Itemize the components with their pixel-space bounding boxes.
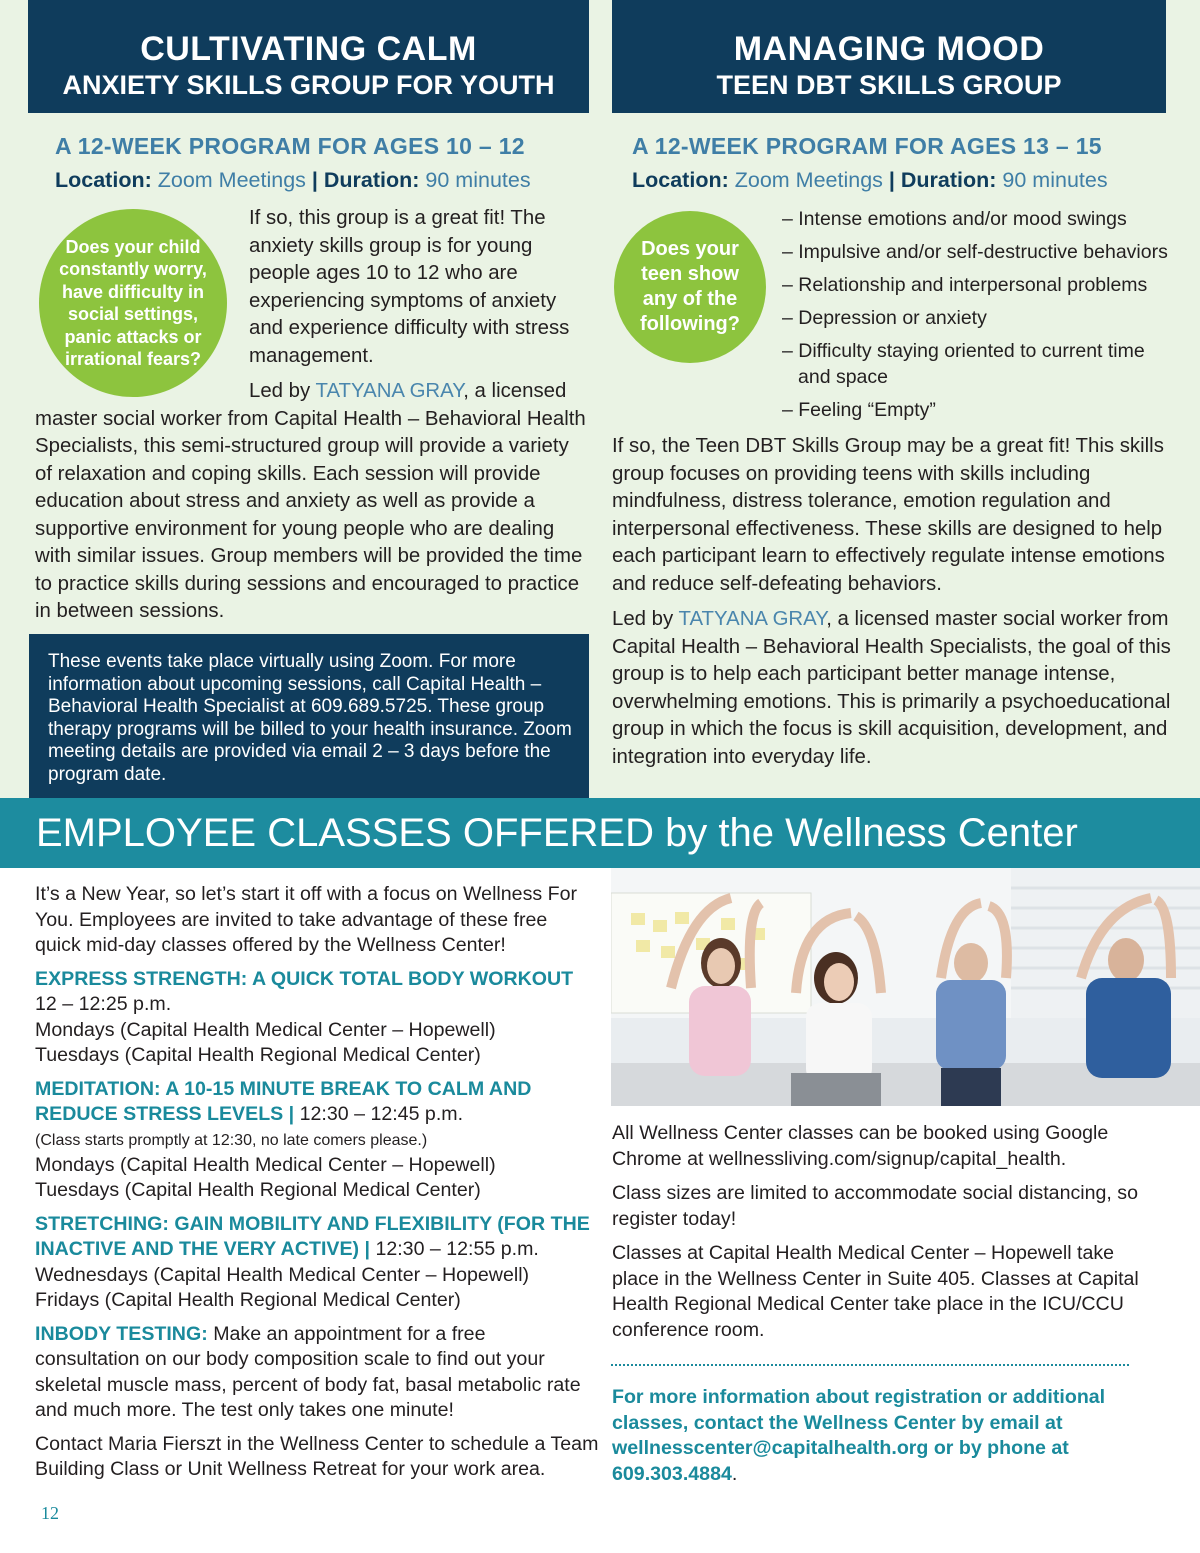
location-value: Zoom Meetings <box>734 168 883 192</box>
program-heading: A 12-WEEK PROGRAM FOR AGES 13 – 15 <box>632 133 1102 159</box>
led-by: Led by <box>612 608 674 630</box>
wellness-left-column <box>35 882 600 1483</box>
cultivating-calm-banner <box>28 0 589 113</box>
led-by: Led by <box>249 380 311 402</box>
info-text: These events take place virtually using Zoom. For more information about upcoming sessions, call Capital Health – Behavioral Health Specialist at 609.689.5725. These group therapy programs will be billed to your health insurance. Zoom meeting details are provided via email 2 – 3 days before the program date. <box>48 651 572 785</box>
booking-paragraph: All Wellness Center classes can be booked using Google Chrome at wellnessliving.com/signup/capital_health. <box>612 1122 1109 1170</box>
managing-mood-banner <box>612 0 1166 113</box>
class-title: STRETCHING: GAIN MOBILITY AND FLEXIBILITY (FOR THE INACTIVE AND THE VERY ACTIVE) | <box>35 1212 590 1260</box>
inbody-paragraph <box>35 1322 590 1424</box>
class-location: Tuesdays (Capital Health Regional Medical Center) <box>35 1044 481 1066</box>
leader-name: TATYANA GRAY <box>315 380 464 402</box>
wellness-right-column <box>612 1121 1142 1343</box>
banner-title: CULTIVATING CALM <box>140 30 477 68</box>
more-info-end: . <box>731 1462 738 1485</box>
class-location: Fridays (Capital Health Regional Medical Center) <box>35 1289 461 1311</box>
symptom-list <box>782 206 1182 430</box>
program-heading: A 12-WEEK PROGRAM FOR AGES 10 – 12 <box>55 133 525 159</box>
class-title: EXPRESS STRENGTH: A QUICK TOTAL BODY WORKOUT <box>35 967 574 990</box>
class-title: MEDITATION: A 10-15 MINUTE BREAK TO CALM AND REDUCE STRESS LEVELS | <box>35 1077 532 1125</box>
dotted-divider <box>611 1364 1129 1366</box>
list-item: – Depression or anxiety <box>782 307 987 329</box>
separator: | <box>888 168 895 192</box>
class-location: Mondays (Capital Health Medical Center – Hopewell) <box>35 1018 496 1041</box>
location-paragraph: Classes at Capital Health Medical Center – Hopewell take place in the Wellness Center in Suite 405. Classes at Capital Health Regional Medical Center take place in the ICU/CCU conference room. <box>612 1242 1139 1341</box>
class-size-paragraph: Class sizes are limited to accommodate social distancing, so register today! <box>612 1182 1138 1230</box>
banner-subtitle: TEEN DBT SKILLS GROUP <box>716 70 1062 100</box>
question-circle <box>614 211 766 363</box>
location-label: Location: <box>632 168 729 192</box>
more-info-text: For more information about registration or additional classes, contact the Wellness Center by email at wellnesscenter@capitalhealth.org or by phone at 609.303.4884 <box>612 1386 1106 1485</box>
leader-name: TATYANA GRAY <box>678 608 827 630</box>
class-location: Tuesdays (Capital Health Regional Medical Center) <box>35 1179 481 1201</box>
duration-label: Duration: <box>323 168 420 192</box>
list-item: – Difficulty staying oriented to current time and space <box>782 340 1145 388</box>
list-item: – Relationship and interpersonal problems <box>782 274 1148 296</box>
class-time: 12 – 12:25 p.m. <box>35 993 172 1015</box>
inbody-text: Make an appointment for a free consultation on our body composition scale to find out your skeletal muscle mass, percent of body fat, basal metabolic rate and much more. The test only takes one minute! <box>35 1322 581 1421</box>
page-number: 12 <box>41 1503 59 1523</box>
location-line <box>55 168 531 193</box>
led-by-rest: , a licensed master social worker from Capital Health – Behavioral Health Specialists, the goal of this group is to help each participant better manage intense, overwhelming emotions. This is primarily a psychoeducational group in which the focus is skill acquisition, development, and integration into everyday life. <box>612 608 1171 768</box>
right-paragraph-1: If so, the Teen DBT Skills Group may be a great fit! This skills group focuses on providing teens with skills including mindfulness, distress tolerance, emotion regulation and interpersonal effectiveness. These skills are designed to help each participant learn to effectively regulate intense emotions and reduce self-defeating behaviors. <box>612 435 1165 595</box>
wellness-title: EMPLOYEE CLASSES OFFERED by the Wellness Center <box>36 811 1078 855</box>
contact-paragraph: Contact Maria Fierszt in the Wellness Center to schedule a Team Building Class or Unit Wellness Retreat for your work area. <box>35 1432 599 1480</box>
banner-title: MANAGING MOOD <box>733 30 1045 68</box>
separator: | <box>311 168 318 192</box>
photo-illustration <box>611 868 1200 1106</box>
led-by-rest: , a licensed master social worker from Capital Health – Behavioral Health Specialists, this semi-structured group will provide a variety of relaxation and coping skills. Each session will provide education about stress and anxiety as well as provide a supportive environment for young people who are dealing with similar issues. Group members will be provided the time to practice skills during sessions and encouraged to practice in between sessions. <box>35 380 586 622</box>
duration-value: 90 minutes <box>425 168 531 192</box>
duration-label: Duration: <box>900 168 997 192</box>
left-paragraph-1: If so, this group is a great fit! The anxiety skills group is for young people ages 10 to 12 who are experiencing symptoms of anxiety and experience difficulty with stress management. <box>249 207 570 367</box>
banner-subtitle: ANXIETY SKILLS GROUP FOR YOUTH <box>62 70 555 100</box>
question-circle <box>39 209 227 397</box>
circle-text: Does your child constantly worry, have difficulty in social settings, panic attacks or irrational fears? <box>59 236 207 369</box>
list-item: – Intense emotions and/or mood swings <box>782 208 1127 230</box>
meditation-heading <box>35 1077 575 1128</box>
info-box <box>29 634 589 798</box>
class-note: (Class starts promptly at 12:30, no late comers please.) <box>35 1131 428 1149</box>
wellness-intro: It’s a New Year, so let’s start it off with a focus on Wellness For You. Employees are invited to take advantage of these free quick mid-day classes offered by the Wellness Center! <box>35 883 577 956</box>
class-location: Mondays (Capital Health Medical Center – Hopewell) <box>35 1153 496 1176</box>
list-item: – Impulsive and/or self-destructive behaviors <box>782 241 1168 263</box>
left-paragraph-2 <box>35 378 591 626</box>
right-paragraph-2 <box>612 606 1172 771</box>
class-location: Wednesdays (Capital Health Medical Center – Hopewell) <box>35 1263 530 1286</box>
list-item: – Feeling “Empty” <box>782 399 936 421</box>
location-line <box>632 168 1108 193</box>
location-value: Zoom Meetings <box>157 168 306 192</box>
class-time: 12:30 – 12:45 p.m. <box>299 1103 464 1125</box>
class-time: 12:30 – 12:55 p.m. <box>375 1238 539 1260</box>
inbody-title: INBODY TESTING: <box>35 1322 208 1345</box>
location-label: Location: <box>55 168 152 192</box>
duration-value: 90 minutes <box>1002 168 1108 192</box>
circle-text: Does your teen show any of the following? <box>640 238 740 335</box>
stretching-heading <box>35 1212 590 1263</box>
stretching-photo <box>611 868 1200 1106</box>
more-info <box>612 1385 1132 1487</box>
wellness-header-bar <box>0 798 1200 868</box>
